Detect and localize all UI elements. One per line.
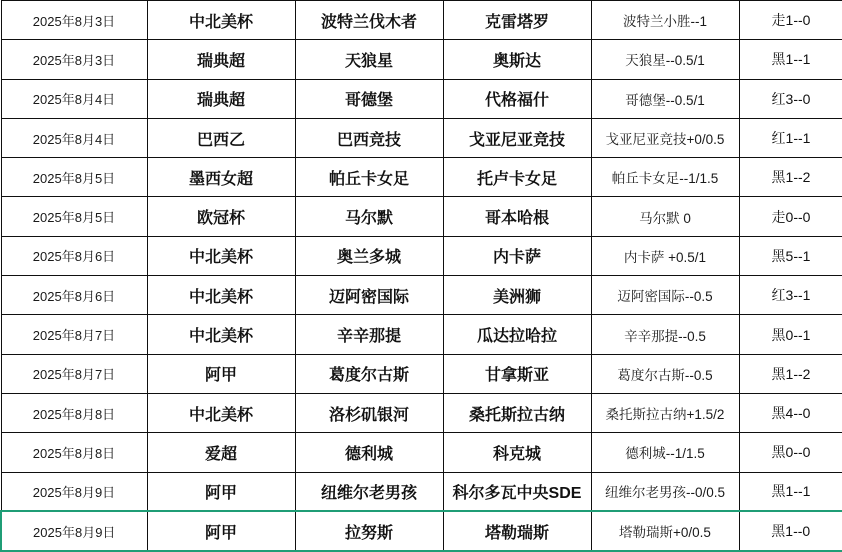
- cell-date[interactable]: 2025年8月4日: [1, 118, 147, 157]
- cell-result[interactable]: 红3--0: [739, 79, 842, 118]
- table-row[interactable]: [1, 79, 842, 118]
- table-row[interactable]: [1, 197, 842, 236]
- cell-date[interactable]: 2025年8月5日: [1, 158, 147, 197]
- cell-league[interactable]: 中北美杯: [147, 393, 295, 432]
- cell-handicap[interactable]: 戈亚尼亚竞技+0/0.5: [591, 118, 739, 157]
- cell-result[interactable]: 黑1--1: [739, 40, 842, 79]
- table-row[interactable]: [1, 118, 842, 157]
- cell-away[interactable]: 美洲狮: [443, 276, 591, 315]
- cell-date[interactable]: 2025年8月7日: [1, 354, 147, 393]
- cell-league[interactable]: 欧冠杯: [147, 197, 295, 236]
- cell-home[interactable]: 纽维尔老男孩: [295, 472, 443, 511]
- cell-away[interactable]: 科克城: [443, 433, 591, 472]
- cell-league[interactable]: 墨西女超: [147, 158, 295, 197]
- cell-home[interactable]: 马尔默: [295, 197, 443, 236]
- cell-date[interactable]: 2025年8月3日: [1, 40, 147, 79]
- cell-away[interactable]: 塔勒瑞斯: [443, 511, 591, 550]
- cell-home[interactable]: 辛辛那提: [295, 315, 443, 354]
- cell-away[interactable]: 瓜达拉哈拉: [443, 315, 591, 354]
- cell-result[interactable]: 黑0--0: [739, 433, 842, 472]
- cell-handicap[interactable]: 辛辛那提--0.5: [591, 315, 739, 354]
- cell-home[interactable]: 天狼星: [295, 40, 443, 79]
- table-row[interactable]: [1, 354, 842, 393]
- cell-league[interactable]: 中北美杯: [147, 236, 295, 275]
- cell-handicap[interactable]: 马尔默 0: [591, 197, 739, 236]
- cell-date[interactable]: 2025年8月9日: [1, 511, 147, 550]
- cell-away[interactable]: 甘拿斯亚: [443, 354, 591, 393]
- cell-handicap[interactable]: 帕丘卡女足--1/1.5: [591, 158, 739, 197]
- cell-date[interactable]: 2025年8月7日: [1, 315, 147, 354]
- cell-result[interactable]: 走1--0: [739, 1, 842, 40]
- cell-result[interactable]: 黑1--2: [739, 354, 842, 393]
- cell-result[interactable]: 红3--1: [739, 276, 842, 315]
- cell-date[interactable]: 2025年8月5日: [1, 197, 147, 236]
- cell-away[interactable]: 科尔多瓦中央SDE: [443, 472, 591, 511]
- cell-away[interactable]: 桑托斯拉古纳: [443, 393, 591, 432]
- cell-result[interactable]: 黑1--1: [739, 472, 842, 511]
- cell-home[interactable]: 洛杉矶银河: [295, 393, 443, 432]
- cell-result[interactable]: 黑5--1: [739, 236, 842, 275]
- cell-home[interactable]: 德利城: [295, 433, 443, 472]
- cell-league[interactable]: 阿甲: [147, 472, 295, 511]
- cell-date[interactable]: 2025年8月8日: [1, 393, 147, 432]
- cell-away[interactable]: 克雷塔罗: [443, 1, 591, 40]
- table-row[interactable]: [1, 315, 842, 354]
- cell-league[interactable]: 中北美杯: [147, 1, 295, 40]
- cell-home[interactable]: 哥德堡: [295, 79, 443, 118]
- cell-away[interactable]: 戈亚尼亚竞技: [443, 118, 591, 157]
- table-row[interactable]: [1, 1, 842, 40]
- cell-result[interactable]: 红1--1: [739, 118, 842, 157]
- table-row[interactable]: [1, 40, 842, 79]
- cell-league[interactable]: 巴西乙: [147, 118, 295, 157]
- cell-handicap[interactable]: 德利城--1/1.5: [591, 433, 739, 472]
- cell-handicap[interactable]: 葛度尔古斯--0.5: [591, 354, 739, 393]
- cell-away[interactable]: 哥本哈根: [443, 197, 591, 236]
- cell-league[interactable]: 中北美杯: [147, 315, 295, 354]
- cell-handicap[interactable]: 天狼星--0.5/1: [591, 40, 739, 79]
- cell-away[interactable]: 代格福什: [443, 79, 591, 118]
- cell-date[interactable]: 2025年8月3日: [1, 1, 147, 40]
- cell-home[interactable]: 迈阿密国际: [295, 276, 443, 315]
- cell-result[interactable]: 黑1--0: [739, 511, 842, 550]
- cell-league[interactable]: 瑞典超: [147, 79, 295, 118]
- cell-handicap[interactable]: 迈阿密国际--0.5: [591, 276, 739, 315]
- cell-handicap[interactable]: 纽维尔老男孩--0/0.5: [591, 472, 739, 511]
- cell-away[interactable]: 托卢卡女足: [443, 158, 591, 197]
- table-body: [1, 1, 842, 551]
- cell-result[interactable]: 走0--0: [739, 197, 842, 236]
- cell-date[interactable]: 2025年8月9日: [1, 472, 147, 511]
- cell-home[interactable]: 葛度尔古斯: [295, 354, 443, 393]
- cell-away[interactable]: 内卡萨: [443, 236, 591, 275]
- cell-home[interactable]: 帕丘卡女足: [295, 158, 443, 197]
- cell-result[interactable]: 黑1--2: [739, 158, 842, 197]
- cell-date[interactable]: 2025年8月4日: [1, 79, 147, 118]
- cell-league[interactable]: 中北美杯: [147, 276, 295, 315]
- cell-home[interactable]: 巴西竞技: [295, 118, 443, 157]
- cell-home[interactable]: 奥兰多城: [295, 236, 443, 275]
- cell-home[interactable]: 波特兰伐木者: [295, 1, 443, 40]
- cell-handicap[interactable]: 塔勒瑞斯+0/0.5: [591, 511, 739, 550]
- cell-result[interactable]: 黑4--0: [739, 393, 842, 432]
- cell-handicap[interactable]: 内卡萨 +0.5/1: [591, 236, 739, 275]
- cell-handicap[interactable]: 波特兰小胜--1: [591, 1, 739, 40]
- table-row[interactable]: [1, 236, 842, 275]
- cell-league[interactable]: 爱超: [147, 433, 295, 472]
- cell-league[interactable]: 瑞典超: [147, 40, 295, 79]
- cell-away[interactable]: 奥斯达: [443, 40, 591, 79]
- table-row[interactable]: [1, 158, 842, 197]
- table-row[interactable]: [1, 276, 842, 315]
- cell-league[interactable]: 阿甲: [147, 354, 295, 393]
- cell-handicap[interactable]: 哥德堡--0.5/1: [591, 79, 739, 118]
- cell-home[interactable]: 拉努斯: [295, 511, 443, 550]
- table-row[interactable]: [1, 433, 842, 472]
- cell-league[interactable]: 阿甲: [147, 511, 295, 550]
- cell-date[interactable]: 2025年8月8日: [1, 433, 147, 472]
- cell-handicap[interactable]: 桑托斯拉古纳+1.5/2: [591, 393, 739, 432]
- cell-result[interactable]: 黑0--1: [739, 315, 842, 354]
- cell-date[interactable]: 2025年8月6日: [1, 236, 147, 275]
- table-row[interactable]: [1, 511, 842, 550]
- cell-date[interactable]: 2025年8月6日: [1, 276, 147, 315]
- table-row[interactable]: [1, 393, 842, 432]
